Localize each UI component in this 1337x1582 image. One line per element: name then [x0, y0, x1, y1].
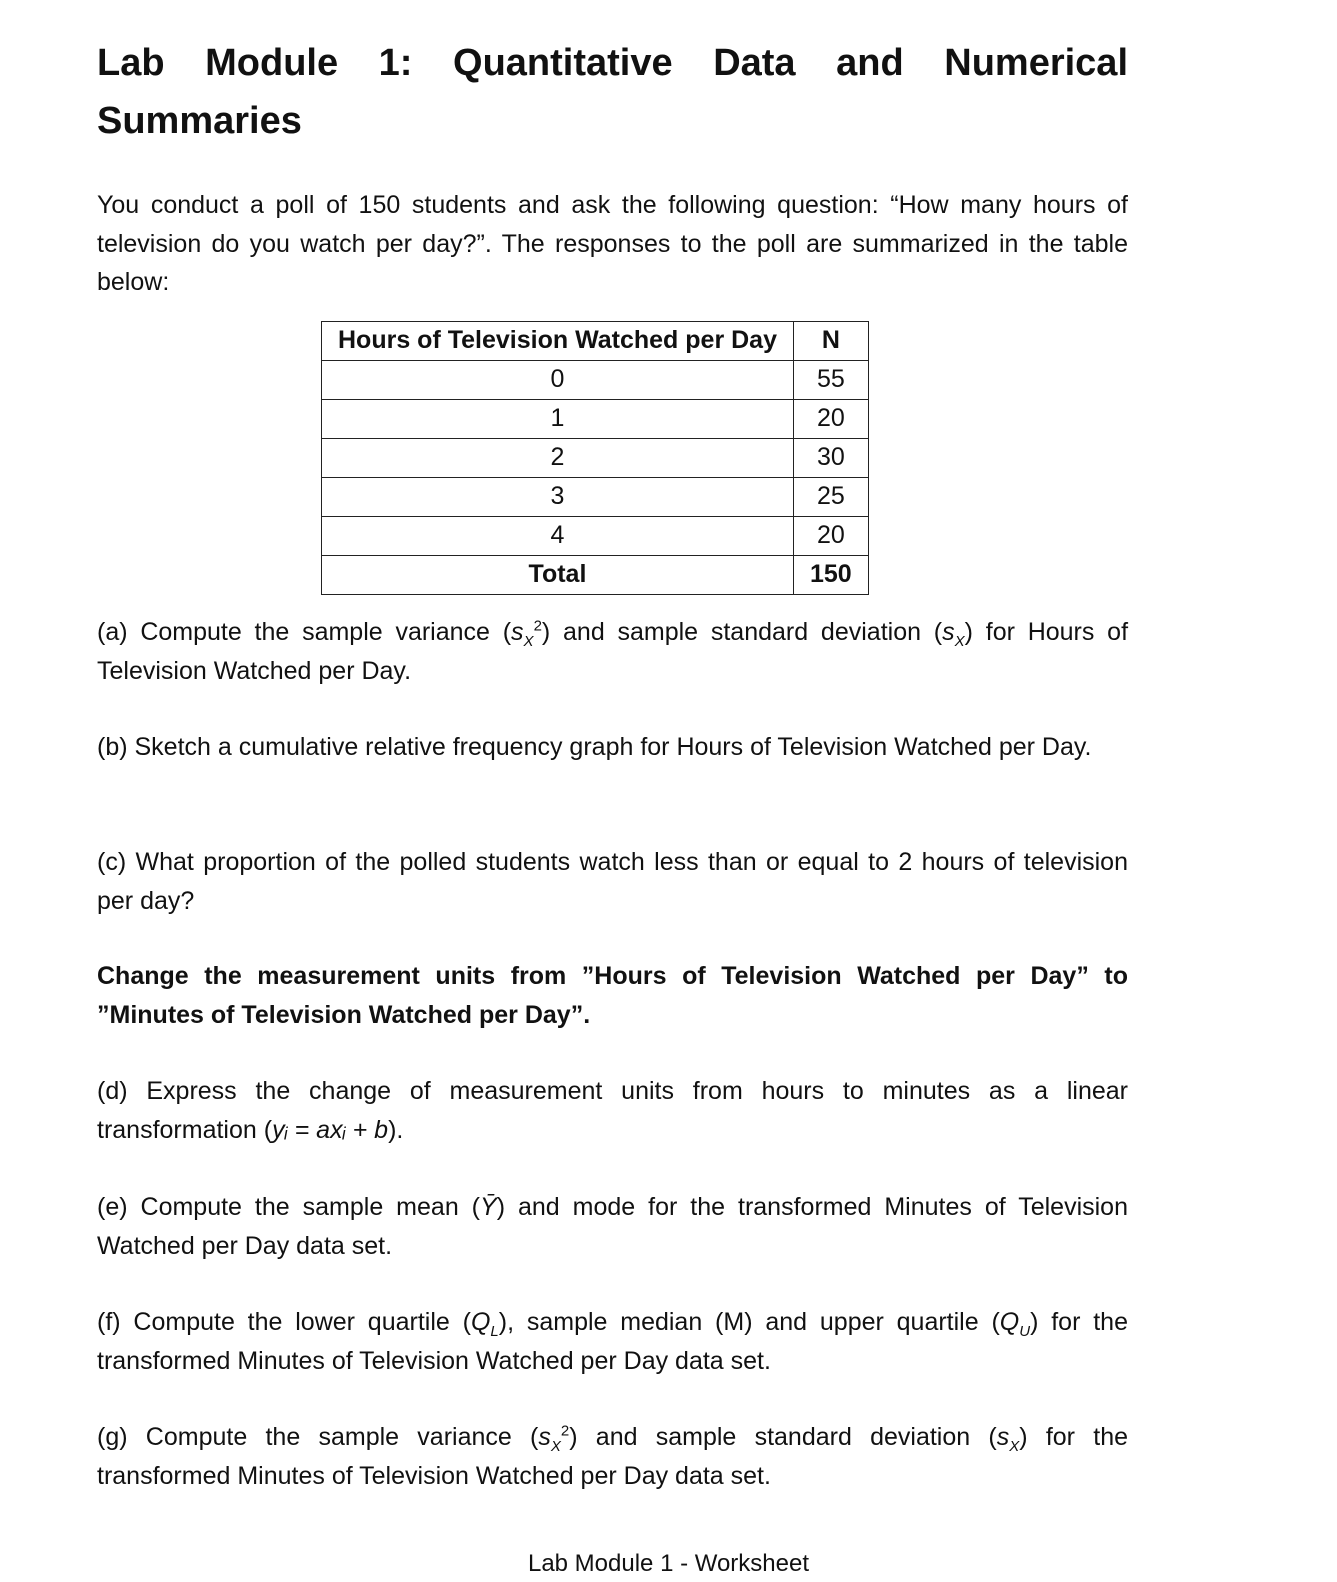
- math: s: [538, 1423, 551, 1451]
- table-header-row: [322, 321, 869, 360]
- text: (d) Express the change of measurement units from hours to minutes as a linear transformation (: [97, 1077, 1128, 1144]
- cell-n: 25: [793, 477, 868, 516]
- math: s: [511, 618, 524, 646]
- instruction: Change the measurement units from ”Hours of Television Watched per Day” to ”Minutes of Television Watched per Day”.: [97, 962, 1128, 1029]
- math: s: [942, 618, 955, 646]
- text: ) and sample standard deviation (: [541, 618, 943, 646]
- cell-n: 20: [793, 516, 868, 555]
- total-value: 150: [793, 555, 868, 594]
- text: ), sample median (M) and upper quartile (: [498, 1308, 1000, 1336]
- question-a: [97, 613, 1128, 690]
- cell-n: 55: [793, 360, 868, 399]
- header-n: N: [793, 321, 868, 360]
- table-row: [322, 477, 869, 516]
- cell-hours: 0: [322, 360, 794, 399]
- text: ).: [388, 1115, 404, 1144]
- cell-hours: 4: [322, 516, 794, 555]
- question-c: (c) What proportion of the polled students watch less than or equal to 2 hours of television per day?: [97, 848, 1128, 915]
- question-g: [97, 1418, 1128, 1495]
- document-page: [97, 0, 1129, 1490]
- math: X: [1009, 1438, 1020, 1455]
- text: ) for the transformed Minutes of Television Watched per Day data set.: [97, 1308, 1128, 1375]
- cell-hours: 3: [322, 477, 794, 516]
- math: Q: [999, 1308, 1020, 1336]
- text: ) for Hours of Television Watched per Day.: [97, 618, 1129, 685]
- total-label: Total: [322, 555, 794, 594]
- table-row: [322, 360, 869, 399]
- cell-hours: 1: [322, 399, 794, 438]
- math: s: [996, 1423, 1010, 1451]
- math: yᵢ = axᵢ + b: [272, 1115, 389, 1144]
- math: X: [954, 633, 965, 650]
- text: (f) Compute the lower quartile (: [97, 1308, 471, 1336]
- question-e: [97, 1188, 1128, 1265]
- math: Q: [470, 1308, 491, 1336]
- text: ) for the transformed Minutes of Television Watched per Day data set.: [97, 1423, 1128, 1490]
- text: ) and mode for the transformed Minutes of Television Watched per Day data set.: [97, 1193, 1128, 1260]
- math: L: [490, 1323, 499, 1340]
- table-row: [322, 438, 869, 477]
- math: 2: [533, 617, 542, 635]
- question-f: [97, 1303, 1128, 1380]
- header-hours: Hours of Television Watched per Day: [322, 321, 794, 360]
- intro-paragraph: You conduct a poll of 150 students and ask the following question: “How many hours of television do you watch per day?”. The responses to the poll are summarized in the table below:: [97, 191, 1128, 296]
- table-row: [322, 516, 869, 555]
- cell-hours: 2: [322, 438, 794, 477]
- text: (g) Compute the sample variance (: [97, 1423, 539, 1451]
- table-row: [322, 399, 869, 438]
- question-b: (b) Sketch a cumulative relative frequency graph for Hours of Television Watched per Day.: [97, 733, 1092, 761]
- math: U: [1019, 1323, 1031, 1340]
- page-title: Lab Module 1: Quantitative Data and Numerical Summaries: [97, 42, 1128, 142]
- math: Ȳ: [480, 1193, 497, 1221]
- text: ) and sample standard deviation (: [569, 1423, 997, 1451]
- tv-hours-table: [321, 321, 869, 595]
- text: (a) Compute the sample variance (: [97, 618, 512, 646]
- text: (e) Compute the sample mean (: [97, 1193, 481, 1221]
- math: X: [523, 633, 534, 650]
- cell-n: 20: [793, 399, 868, 438]
- math: X: [550, 1438, 561, 1455]
- cell-n: 30: [793, 438, 868, 477]
- page-footer: Lab Module 1 - Worksheet: [527, 1550, 810, 1577]
- math: 2: [560, 1422, 570, 1440]
- question-d: [97, 1072, 1128, 1149]
- table-total-row: [322, 555, 869, 594]
